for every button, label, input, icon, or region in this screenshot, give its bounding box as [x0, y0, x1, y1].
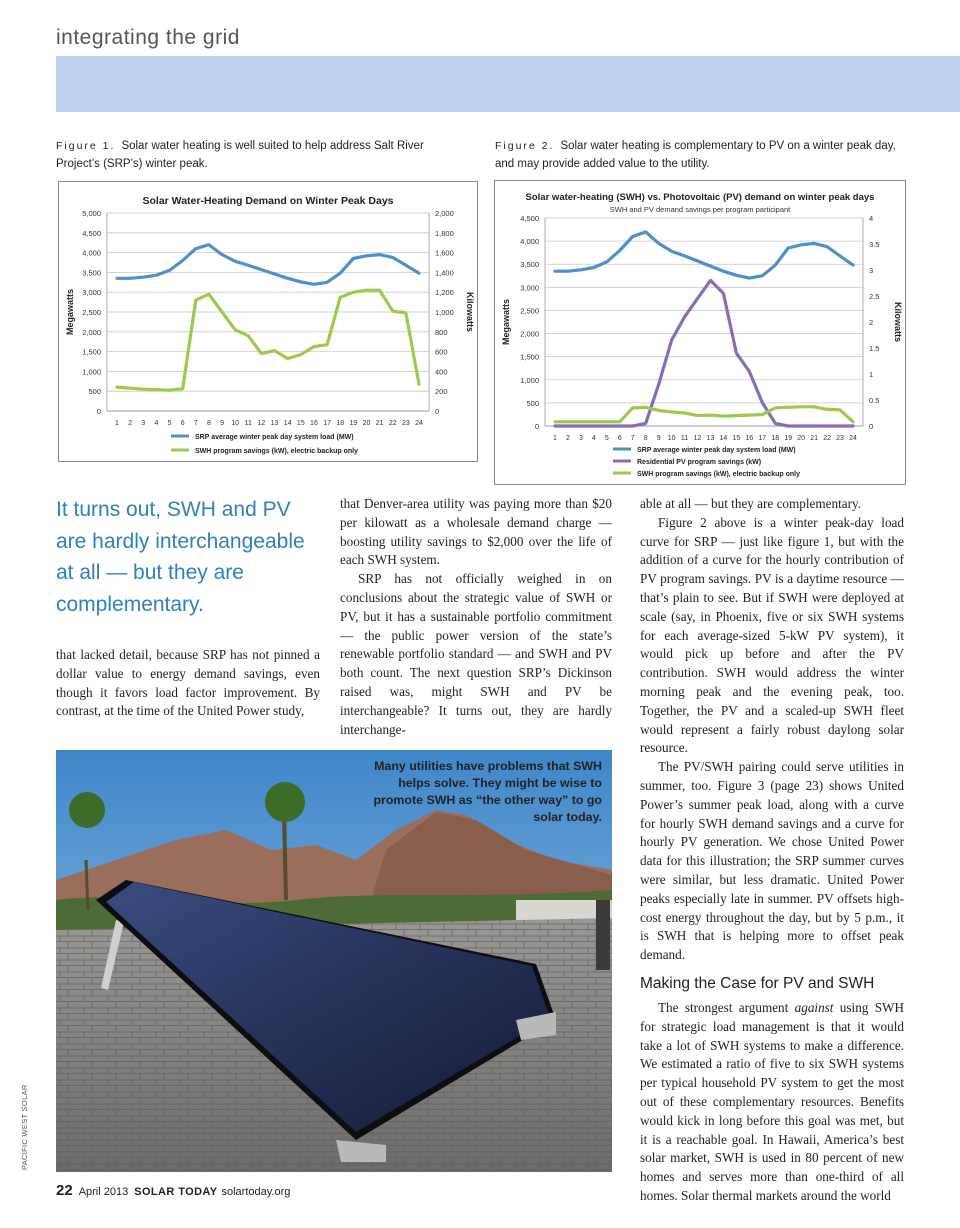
x-tick-label: 3 — [578, 435, 583, 442]
x-tick-label: 8 — [643, 435, 648, 442]
x-tick-label: 18 — [771, 435, 780, 442]
x-tick-label: 13 — [270, 420, 279, 427]
figure2-chart — [494, 180, 906, 485]
y-tick-label: 3,000 — [520, 283, 539, 293]
x-tick-label: 17 — [323, 420, 331, 427]
x-tick-label: 9 — [656, 435, 661, 442]
x-tick-label: 7 — [630, 435, 635, 442]
y-tick-label: 4,500 — [520, 214, 539, 223]
y-tick-label: 3,000 — [82, 288, 101, 298]
y2-tick-label: 2,000 — [435, 209, 454, 218]
y2-tick-label: 1,400 — [435, 268, 454, 278]
section-title: integrating the grid — [56, 26, 240, 49]
y-tick-label: 1,000 — [520, 375, 539, 385]
column-2 — [340, 495, 612, 739]
y-tick-label: 1,500 — [520, 352, 539, 362]
x-tick-label: 21 — [375, 420, 384, 427]
col3-p4-emphasis: against — [794, 999, 834, 1015]
y-tick-label: 1,000 — [82, 367, 101, 377]
website: solartoday.org — [221, 1186, 291, 1198]
header-band — [56, 56, 960, 112]
x-tick-label: 15 — [296, 420, 305, 427]
x-tick-label: 24 — [415, 420, 423, 427]
page-number: 22 — [56, 1182, 73, 1199]
x-tick-label: 12 — [693, 435, 702, 442]
x-tick-label: 23 — [836, 435, 844, 442]
x-tick-label: 16 — [310, 420, 318, 427]
x-tick-label: 4 — [154, 420, 159, 427]
x-tick-label: 1 — [553, 435, 557, 442]
x-tick-label: 3 — [141, 420, 146, 427]
figure1-caption: Solar water heating is well suited to help address Salt River Project’s (SRP’s) winter peak. — [56, 140, 424, 170]
legend-label: SRP average winter peak day system load (MW) — [195, 434, 354, 441]
col3-paragraph-1: able at all — but they are complementary. — [640, 496, 862, 511]
y2-tick-label: 2.5 — [869, 292, 880, 301]
photo-credit: PACIFIC WEST SOLAR — [20, 1084, 29, 1170]
y2-tick-label: 2 — [869, 318, 874, 327]
y-axis-label: Megawatts — [65, 288, 75, 336]
x-tick-label: 16 — [745, 435, 754, 442]
page-footer — [56, 1182, 290, 1199]
x-tick-label: 23 — [401, 420, 410, 427]
photo-caption: Many utilities have problems that SWH helps solve. They might be wise to promote SWH as “the other way” to go solar today. — [373, 759, 602, 824]
x-tick-label: 19 — [349, 420, 358, 427]
figure1-label: Figure 1. — [56, 140, 116, 152]
series-line-2 — [555, 280, 853, 426]
legend-label: SRP average winter peak day system load (MW) — [637, 447, 796, 454]
y2-tick-label: 4 — [869, 214, 874, 223]
x-tick-label: 20 — [362, 420, 371, 427]
y-tick-label: 2,000 — [520, 329, 539, 339]
col3-paragraph-2: Figure 2 above is a winter peak-day load curve for SRP — just like figure 1, but with the addition of a curve for the hourly contribution of PV program savings. PV is a daytime resource — that’s plain to see. But if SWH were deployed at scale (say, in Phoenix, five or six SWH systems for each average-sized 5-kW PV system), it would pick up before and after the PV contribution. SWH would address the winter morning peak and the evening peak, too. Together, the PV and a scaled-up SWH fleet would represent a fairly robust daylong solar resource. — [640, 514, 904, 756]
col3-paragraph-4 — [640, 999, 904, 1206]
series-line-2 — [117, 290, 419, 390]
legend-label: SWH program savings (kW), electric backup only — [195, 448, 358, 455]
y2-axis-label: Kilowatts — [893, 301, 903, 343]
legend-label: Residential PV program savings (kW) — [637, 459, 762, 466]
chart-subtitle: SWH and PV demand savings per program participant — [609, 205, 791, 214]
x-tick-label: 5 — [604, 435, 609, 442]
x-tick-label: 7 — [193, 420, 198, 427]
y-tick-label: 500 — [88, 387, 101, 397]
y-tick-label: 0 — [96, 407, 101, 416]
x-tick-label: 6 — [180, 420, 185, 427]
y2-tick-label: 3 — [869, 266, 874, 275]
col2-paragraph-2: SRP has not officially weighed in on conclusions about the strategic value of SWH or PV, but it has a sustainable portfolio commitment — the public power version of the state’s renewable portfolio standard — and SWH and PV both count. The next question SRP’s Dickinson raised was, might SWH and PV be interchangeable? It turns out, they are hardly interchange- — [340, 571, 612, 737]
series-line-1 — [117, 245, 419, 285]
section-heading: Making the Case for PV and SWH — [640, 974, 875, 992]
x-tick-label: 2 — [566, 435, 570, 442]
column-1 — [56, 646, 320, 721]
y2-tick-label: 800 — [435, 327, 448, 337]
y-tick-label: 4,000 — [520, 237, 539, 247]
pull-quote: It turns out, SWH and PV are hardly interchangeable at all — but they are complementary. — [56, 498, 305, 616]
x-tick-label: 21 — [810, 435, 819, 442]
x-tick-label: 22 — [823, 435, 831, 442]
x-tick-label: 11 — [244, 420, 252, 427]
figure1-chart-svg — [59, 182, 477, 461]
series-line-1 — [555, 232, 853, 278]
y2-tick-label: 1,800 — [435, 228, 454, 238]
figure2-label: Figure 2. — [495, 140, 555, 152]
y2-tick-label: 0 — [435, 407, 440, 416]
x-tick-label: 10 — [231, 420, 240, 427]
y-tick-label: 2,500 — [82, 308, 101, 317]
y2-tick-label: 0 — [869, 422, 874, 431]
y2-tick-label: 1,000 — [435, 308, 454, 317]
y-tick-label: 3,500 — [82, 268, 101, 278]
chart-title: Solar water-heating (SWH) vs. Photovoltaic (PV) demand on winter peak days — [525, 192, 875, 203]
x-tick-label: 14 — [283, 420, 292, 427]
legend-label: SWH program savings (kW), electric backup only — [637, 471, 800, 478]
x-tick-label: 2 — [128, 420, 133, 427]
y2-tick-label: 400 — [435, 367, 448, 377]
y2-tick-label: 200 — [435, 387, 448, 397]
y2-axis-label: Kilowatts — [465, 291, 475, 333]
x-tick-label: 4 — [591, 435, 596, 442]
y-tick-label: 2,500 — [520, 306, 539, 316]
x-tick-label: 22 — [388, 420, 397, 427]
y2-tick-label: 1 — [869, 370, 874, 379]
y-tick-label: 3,500 — [520, 260, 539, 270]
x-tick-label: 15 — [732, 435, 741, 442]
x-tick-label: 5 — [167, 420, 172, 427]
column-3 — [640, 495, 904, 1206]
col2-paragraph-1: that Denver-area utility was paying more than $20 per kilowatt as a wholesale demand charge — boosting utility savings to $2,000 over the life of each SWH system. — [340, 496, 612, 568]
y-tick-label: 4,500 — [82, 228, 101, 238]
col3-p4-end: using SWH for strategic load management is that it would take a lot of SWH systems to make a difference. We estimated a ratio of five to six SWH systems per typical household PV system to get the most out of these complementary resources. Benefits would kick in long before this goal was met, but it is a reachable goal. In Hawaii, America’s best solar market, SWH is used in 80 percent of new homes and serves more than one-third of all homes. Solar thermal markets around the world — [640, 999, 904, 1203]
col1-paragraph: that lacked detail, because SRP has not pinned a dollar value to energy demand savings, even though it favors load factor improvement. By contrast, at the time of the United Power study, — [56, 647, 320, 719]
x-tick-label: 14 — [719, 435, 728, 442]
y-tick-label: 5,000 — [82, 209, 101, 218]
chart-title: Solar Water-Heating Demand on Winter Peak Days — [142, 195, 394, 207]
series-line-3 — [555, 407, 853, 422]
figure2-caption-block — [495, 137, 915, 173]
y2-tick-label: 1,200 — [435, 288, 454, 298]
x-tick-label: 18 — [336, 420, 345, 427]
y-tick-label: 1,500 — [82, 347, 101, 357]
x-tick-label: 12 — [257, 420, 266, 427]
col3-paragraph-3: The PV/SWH pairing could serve utilities in summer, too. Figure 3 (page 23) shows United Power’s summer peak load, along with a curve for hourly SWH demand savings and a curve for hourly PV generation. We chose United Power data for this illustration; the SRP summer curves were similar, but less dramatic. United Power peaks especially late in summer. PV offsets high-cost energy throughout the day, but by 5 p.m., it is SWH that is helping more to offset peak demand. — [640, 759, 904, 963]
figure2-caption: Solar water heating is complementary to PV on a winter peak day, and may provide added value to the utility. — [495, 140, 896, 170]
magazine-name: SOLAR TODAY — [134, 1186, 218, 1198]
solar-collector-photo — [56, 750, 612, 1172]
y-tick-label: 0 — [534, 422, 539, 431]
y2-tick-label: 0.5 — [869, 396, 880, 405]
x-tick-label: 17 — [758, 435, 767, 442]
x-tick-label: 6 — [617, 435, 622, 442]
y2-tick-label: 1.5 — [869, 344, 880, 353]
issue-date: April 2013 — [78, 1186, 129, 1198]
x-tick-label: 20 — [797, 435, 806, 442]
y-axis-label: Megawatts — [501, 298, 511, 346]
x-tick-label: 11 — [680, 435, 689, 442]
y-tick-label: 500 — [526, 398, 539, 408]
figure1-caption-block — [56, 137, 436, 173]
x-tick-label: 8 — [206, 420, 211, 427]
figure1-chart — [58, 181, 478, 462]
y-tick-label: 2,000 — [82, 327, 101, 337]
x-tick-label: 1 — [115, 420, 119, 427]
y-tick-label: 4,000 — [82, 248, 101, 258]
x-tick-label: 19 — [784, 435, 793, 442]
x-tick-label: 13 — [706, 435, 715, 442]
col3-p4-start: The strongest argument — [658, 999, 795, 1015]
x-tick-label: 24 — [849, 435, 857, 442]
y2-tick-label: 600 — [435, 347, 448, 357]
x-tick-label: 10 — [667, 435, 676, 442]
x-tick-label: 9 — [220, 420, 224, 427]
figure2-chart-svg — [495, 181, 905, 484]
y2-tick-label: 3.5 — [869, 240, 880, 249]
y2-tick-label: 1,600 — [435, 248, 454, 258]
